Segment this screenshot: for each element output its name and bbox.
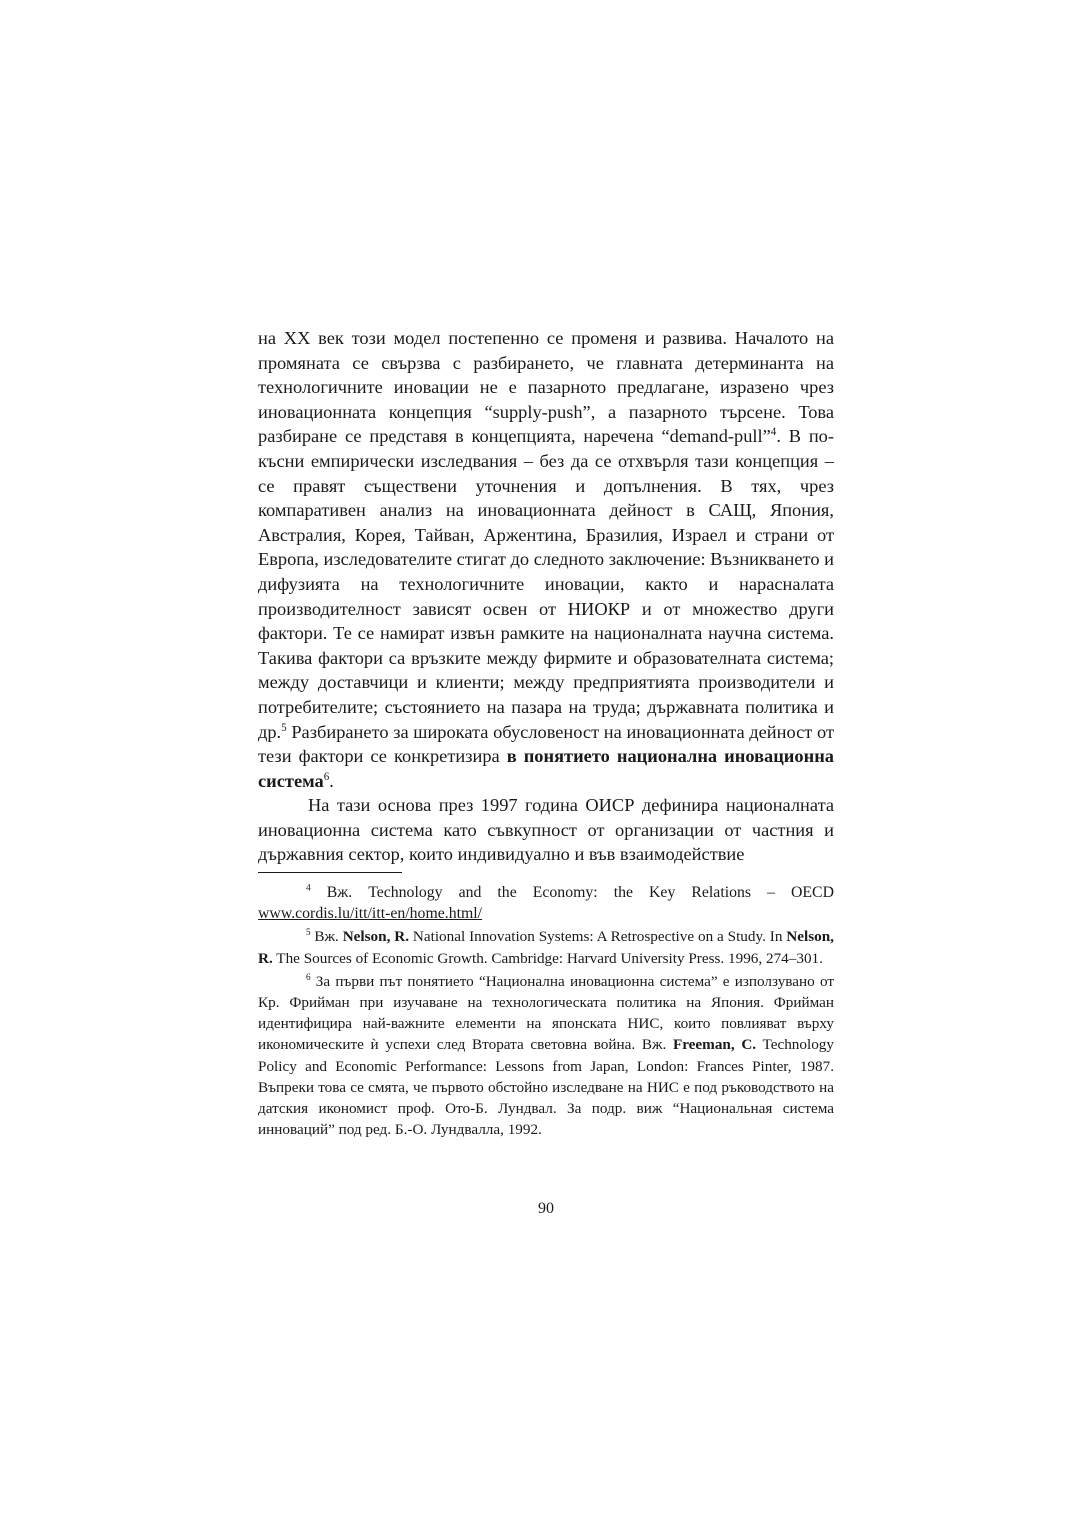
paragraph-1-text-a: на XX век този модел постепенно се променя и развива. Началото на промяната се свързва с разбирането, че главната детерминанта на технологичните иновации не е пазарното предлагане, изразено чрез иновационната концепция “supply-push”, а пазарното търсене. Това разбиране се представя в концепцията, наречена “demand-pull” — [258, 328, 834, 447]
footnote-ref-5[interactable]: 5 — [281, 721, 287, 734]
paragraph-1-text-c: Разбирането за широката обусловеност на иновационната дейност от тези фактори се конкретизира — [258, 721, 834, 767]
footnote-ref-4[interactable]: 4 — [770, 426, 777, 439]
footnote-5 — [258, 926, 834, 968]
main-text — [258, 326, 834, 867]
footnote-separator — [258, 872, 402, 873]
paragraph-1-text-d: . — [329, 770, 334, 791]
footnote-6-number: 6 — [306, 971, 311, 982]
paragraph-1 — [258, 326, 834, 793]
footnote-4-number: 4 — [306, 883, 311, 894]
footnote-4-link[interactable]: www.cordis.lu/itt/itt-en/home.html/ — [258, 905, 483, 923]
paragraph-2: На тази основа през 1997 година ОИСР дефинира националната иновационна система като съвкупност от организации от частния и държавния сектор, които индивидуално и във взаимодействие — [258, 795, 834, 865]
footnote-5-text-b: National Innovation Systems: A Retrospective on a Study. In — [409, 928, 787, 946]
footnote-5-number: 5 — [306, 927, 311, 938]
footnote-5-text-c: The Sources of Economic Growth. Cambridge: Harvard University Press. 1996, 274–301. — [272, 949, 823, 967]
footnote-6 — [258, 971, 834, 1141]
key-term-national-innovation-system: в понятието национална иновационна система — [258, 746, 834, 791]
paragraph-1-text-b: . В по-късни емпирически изследвания – без да се отхвърля тази концепция – се правят съществени уточнения и допълнения. В тях, чрез компаративен анализ на иновационната дейност в САЩ, Япония, Австралия, Корея, Тайван, Аржентина, Бразилия, Израел и страни от Европа, изследователите стигат до следното заключение: Възникването и дифузията на технологичните иновации, както и нарасналата производителност зависят освен от НИОКР и от множество други фактори. Те се намират извън рамките на националната научна система. Такива фактори са връзките между фирмите и образователната система; между доставчици и клиенти; между предприятията производители и потребителите; състоянието на пазара на труда; държавната политика и др. — [258, 426, 834, 742]
footnote-6-text-a: За първи път понятието “Национална иновационна система” е използувано от Кр. Фрийман при изучаване на технологическата политика на Япония. Фрийман идентифицира най-важните елементи на японската НИС, които повлияват върху икономическите ѝ успехи след Втората световна война. Вж. — [258, 972, 834, 1054]
footnote-5-text-a: Вж. — [310, 928, 343, 946]
footnote-4-text: Вж. Technology and the Economy: the Key Relations – OECD — [310, 884, 834, 901]
footnote-5-author-1: Nelson, R. — [342, 928, 410, 946]
footnotes — [258, 882, 834, 1142]
footnote-6-text-b: Technology Policy and Economic Performance: Lessons from Japan, London: Frances Pinter, 1987. Въпреки това се смята, че първото обстойно изследване на НИС е под ръководството на датския икономист проф. Ото-Б. Лундвал. За подр. виж “Национальная система инноваций” под ред. Б.-О. Лундвалла, 1992. — [258, 1036, 834, 1139]
page-number: 90 — [538, 1200, 554, 1217]
footnote-ref-6[interactable]: 6 — [323, 770, 330, 783]
footnote-6-author: Freeman, C. — [672, 1036, 757, 1054]
footnote-5-author-2: Nelson, R. — [258, 928, 834, 967]
footnote-4 — [258, 882, 834, 924]
